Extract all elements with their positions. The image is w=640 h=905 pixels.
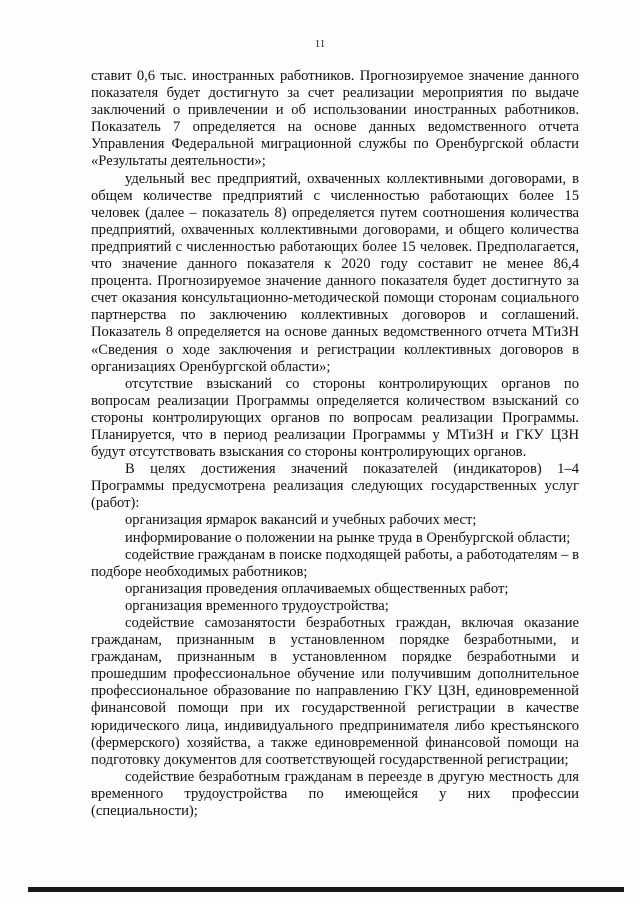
list-item-job-search: содействие гражданам в поиске подходящей работы, а работодателям – в подборе необходимых работников;: [91, 546, 579, 580]
list-item-public-works: организация проведения оплачиваемых общественных работ;: [125, 580, 509, 597]
page-number: 11: [314, 38, 326, 50]
list-item-labor-market-info: информирование о положении на рынке труда в Оренбургской области;: [125, 529, 571, 546]
list-item-temporary-employment: организация временного трудоустройства;: [125, 597, 389, 614]
list-item-self-employment: содействие самозанятости безработных граждан, включая оказание гражданам, признанным в установленном порядке безработными, и гражданам, признанным в установленном порядке безработными и прошедшим профессиональное обучение или получившим дополнительное профессиональное образование по направлению ГКУ ЦЗН, единовременной финансовой помощи при их государственной регистрации в качестве юридического лица, индивидуального предпринимателя либо крестьянского (фермерского) хозяйства, а также единовременной финансовой помощи на подготовку документов для соответствующей государственной регистрации;: [91, 615, 579, 768]
paragraph-indicator-7: ставит 0,6 тыс. иностранных работников. Прогнозируемое значение данного показателя будет достигнуто за счет реализации мероприятия по выдаче заключений о привлечении и об использовании иностранных работников. Показатель 7 определяется на основе данных ведомственного отчета Управления Федеральной миграционной службы по Оренбургской области «Результаты деятельности»;: [91, 68, 579, 170]
list-item-job-fairs: организация ярмарок вакансий и учебных рабочих мест;: [125, 512, 477, 529]
paragraph-no-penalties: отсутствие взысканий со стороны контролирующих органов по вопросам реализации Программы определяется количеством взысканий со стороны контролирующих органов по вопросам реализации Программы. Планируется, что в период реализации Программы у МТиЗН и ГКУ ЦЗН будут отсутствовать взыскания со стороны контролирующих органов.: [91, 375, 579, 461]
scan-bottom-edge: [28, 887, 624, 892]
paragraph-indicator-8: удельный вес предприятий, охваченных коллективными договорами, в общем количестве предприятий с численностью работающих более 15 человек (далее – показатель 8) определяется путем соотношения количества предприятий, охваченных коллективными договорами, и общего количества предприятий с численностью работающих более 15 человек. Предполагается, что значение данного показателя к 2020 году составит не менее 86,4 процента. Прогнозируемое значение данного показателя будет достигнуто за счет оказания консультационно-методической помощи сторонам социального партнерства по заключению коллективных договоров и соглашений. Показатель 8 определяется на основе данных ведомственного отчета МТиЗН «Сведения о ходе заключения и регистрации коллективных договоров в организациях Оренбургской области»;: [91, 170, 579, 375]
list-item-relocation: содействие безработным гражданам в переезде в другую местность для временного трудоустройства по имеющейся у них профессии (специальности);: [91, 768, 579, 820]
paragraph-services-intro: В целях достижения значений показателей (индикаторов) 1–4 Программы предусмотрена реализация следующих государственных услуг (работ):: [91, 461, 579, 512]
document-body: [91, 68, 579, 820]
